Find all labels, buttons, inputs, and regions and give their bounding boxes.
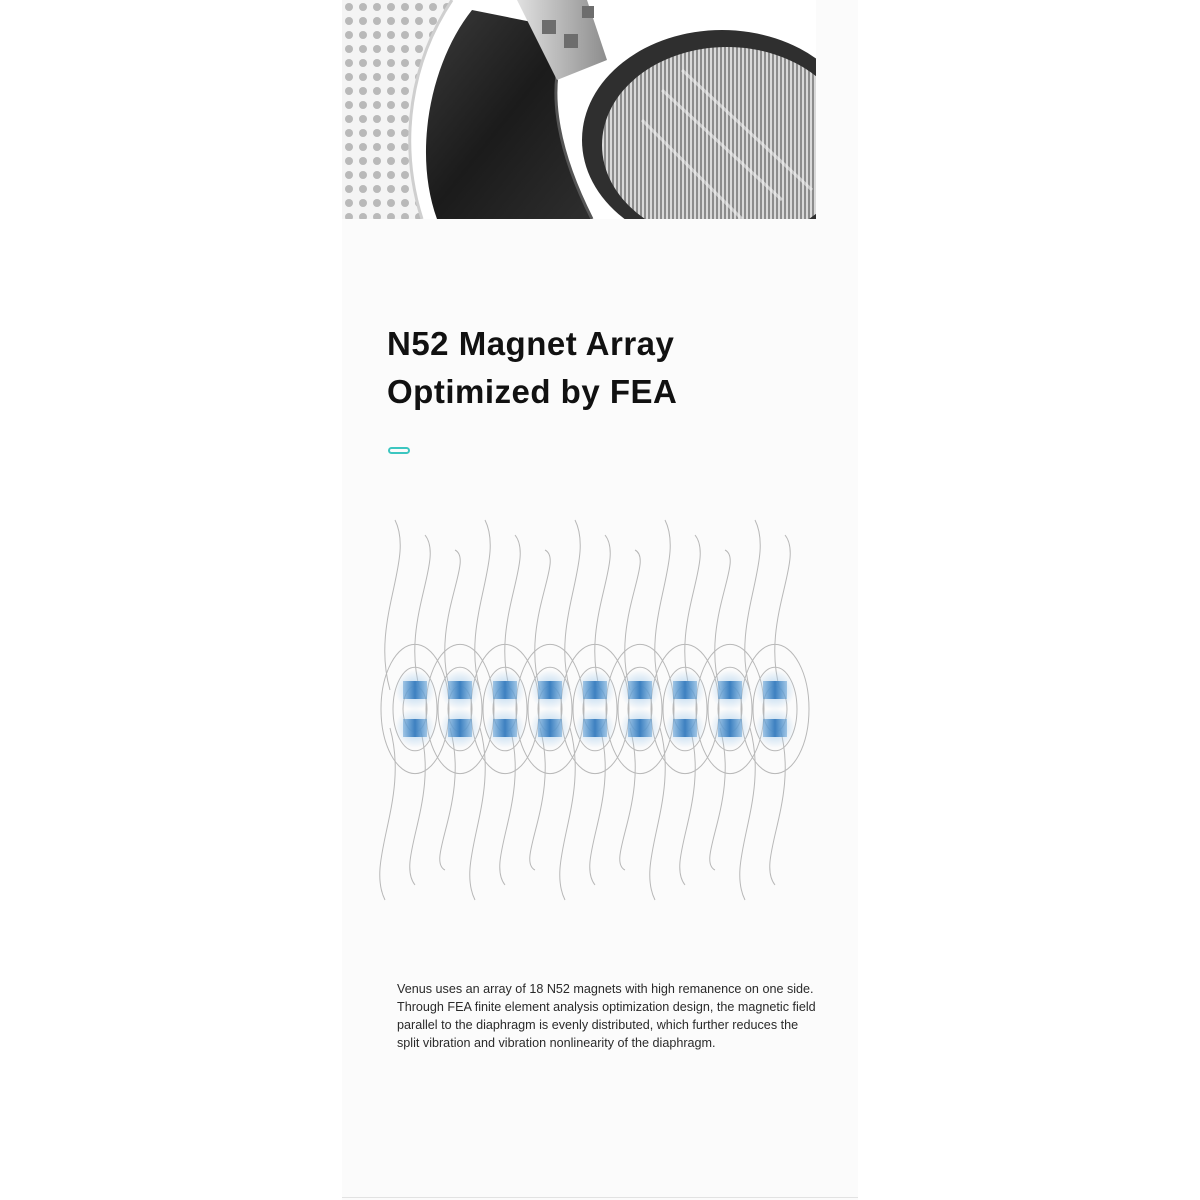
accent-pill-icon — [388, 447, 410, 454]
magnet-block — [538, 681, 562, 699]
magnet-block — [538, 719, 562, 737]
magnet-block — [583, 719, 607, 737]
magnetic-field-diagram — [360, 500, 840, 930]
magnet-block — [763, 681, 787, 699]
magnet-block — [673, 681, 697, 699]
description-text: Venus uses an array of 18 N52 magnets with high remanence on one side. Through FEA finite element analysis optimization design, the magnetic field parallel to the diaphragm is evenly distributed, which further reduces the split vibration and vibration nonlinearity of the diaphragm. — [397, 982, 816, 1050]
magnet-block — [583, 681, 607, 699]
magnet-block — [718, 681, 742, 699]
magnet-block — [763, 719, 787, 737]
magnet-array — [395, 670, 795, 748]
magnet-block — [448, 719, 472, 737]
headline-line-2: Optimized by FEA — [387, 373, 678, 410]
magnet-block — [403, 681, 427, 699]
headphone-earcup-image — [342, 0, 816, 219]
magnet-block — [493, 681, 517, 699]
headphone-hero-image — [342, 0, 816, 219]
magnet-block — [493, 719, 517, 737]
magnet-block — [628, 719, 652, 737]
magnet-block — [448, 681, 472, 699]
bottom-divider — [342, 1197, 858, 1198]
headline — [387, 320, 677, 416]
headline-line-1: N52 Magnet Array — [387, 325, 675, 362]
magnet-block — [628, 681, 652, 699]
magnet-block — [403, 719, 427, 737]
magnet-block — [673, 719, 697, 737]
magnet-block — [718, 719, 742, 737]
